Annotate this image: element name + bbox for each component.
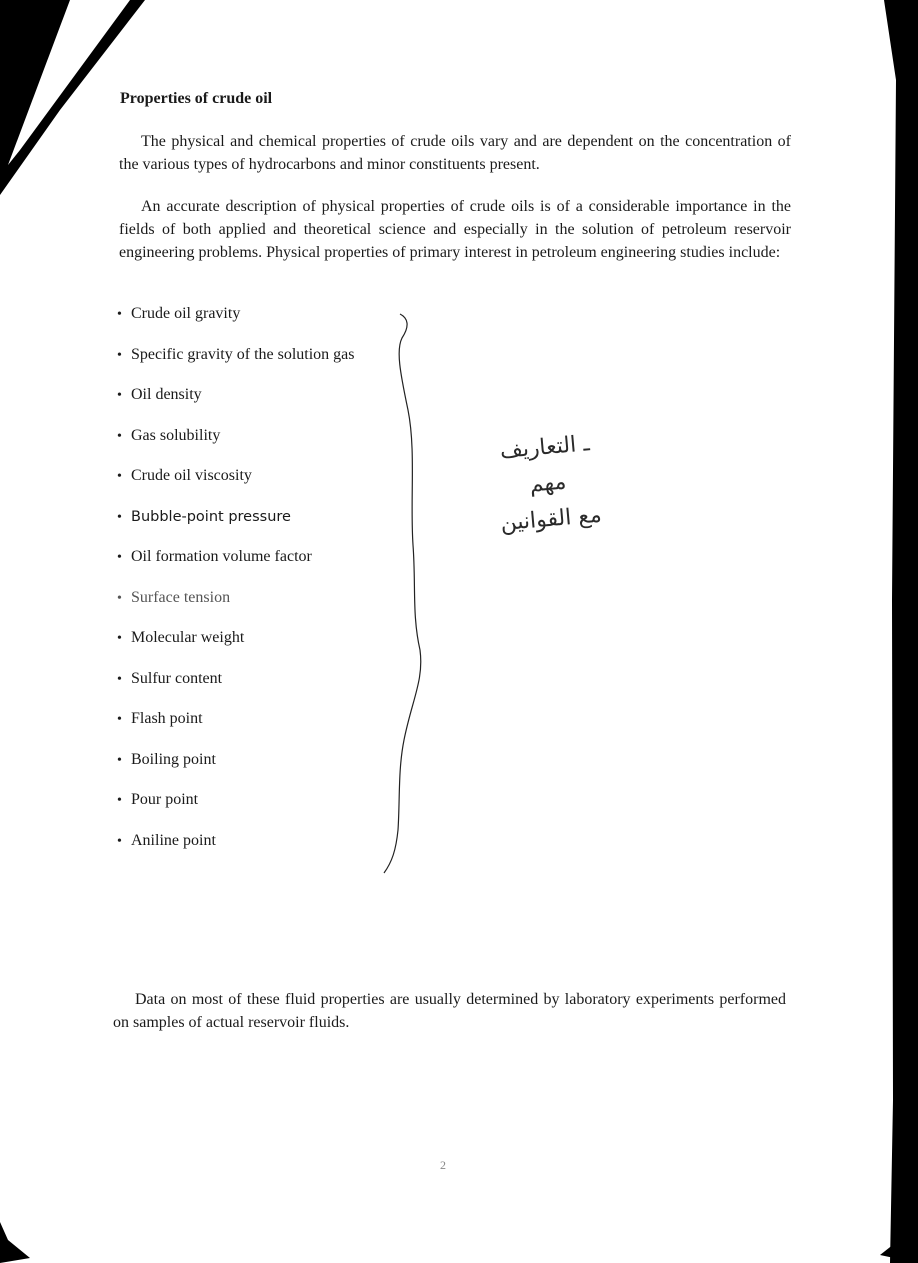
- section-title: Properties of crude oil: [120, 90, 273, 107]
- list-item: • Oil density: [117, 384, 355, 425]
- bullet-icon: •: [117, 388, 122, 403]
- bullet-icon: •: [117, 752, 122, 768]
- closing-paragraph: Data on most of these fluid properties are usually determined by laboratory experiments performed on samples of actual reservoir fluids.: [113, 991, 786, 1031]
- list-item: • Flash point: [117, 708, 355, 749]
- bullet-icon: •: [117, 509, 122, 525]
- list-item: • Surface tension: [117, 587, 355, 628]
- bullet-icon: •: [117, 307, 122, 322]
- description-paragraph: An accurate description of physical properties of crude oils is of a considerable importance in the fields of both applied and theoretical science and especially in the solution of petroleum reservoir engineering problems. Physical properties of primary interest in petroleum engineering studies include:: [119, 198, 791, 261]
- list-item: • Crude oil gravity: [117, 303, 355, 344]
- list-item: • Crude oil viscosity: [117, 465, 355, 506]
- list-item: • Sulfur content: [117, 668, 355, 709]
- list-item: • Specific gravity of the solution gas: [117, 344, 355, 385]
- list-item: • Bubble-point pressure: [117, 506, 355, 547]
- list-item: • Oil formation volume factor: [117, 546, 355, 587]
- bullet-icon: •: [117, 347, 122, 363]
- bullet-icon: •: [117, 631, 122, 646]
- intro-paragraph: The physical and chemical properties of crude oils vary and are dependent on the concentration of the various types of hydrocarbons and minor constituents present.: [119, 133, 791, 173]
- list-item: • Molecular weight: [117, 627, 355, 668]
- bullet-icon: •: [117, 469, 122, 484]
- list-item: • Gas solubility: [117, 425, 355, 466]
- handwritten-note: ـ التعاريف مهم مع القوانين: [499, 431, 603, 537]
- bullet-icon: •: [117, 671, 122, 687]
- bullet-icon: •: [117, 590, 122, 606]
- bullet-icon: •: [117, 833, 122, 849]
- brace-stroke: [384, 314, 421, 873]
- bullet-icon: •: [117, 550, 122, 565]
- bullet-icon: •: [117, 428, 122, 444]
- list-item: • Pour point: [117, 789, 355, 830]
- bullet-icon: •: [117, 793, 122, 808]
- list-item: • Aniline point: [117, 830, 355, 871]
- list-item: • Boiling point: [117, 749, 355, 790]
- page-number: 2: [440, 1158, 446, 1172]
- bullet-icon: •: [117, 712, 122, 727]
